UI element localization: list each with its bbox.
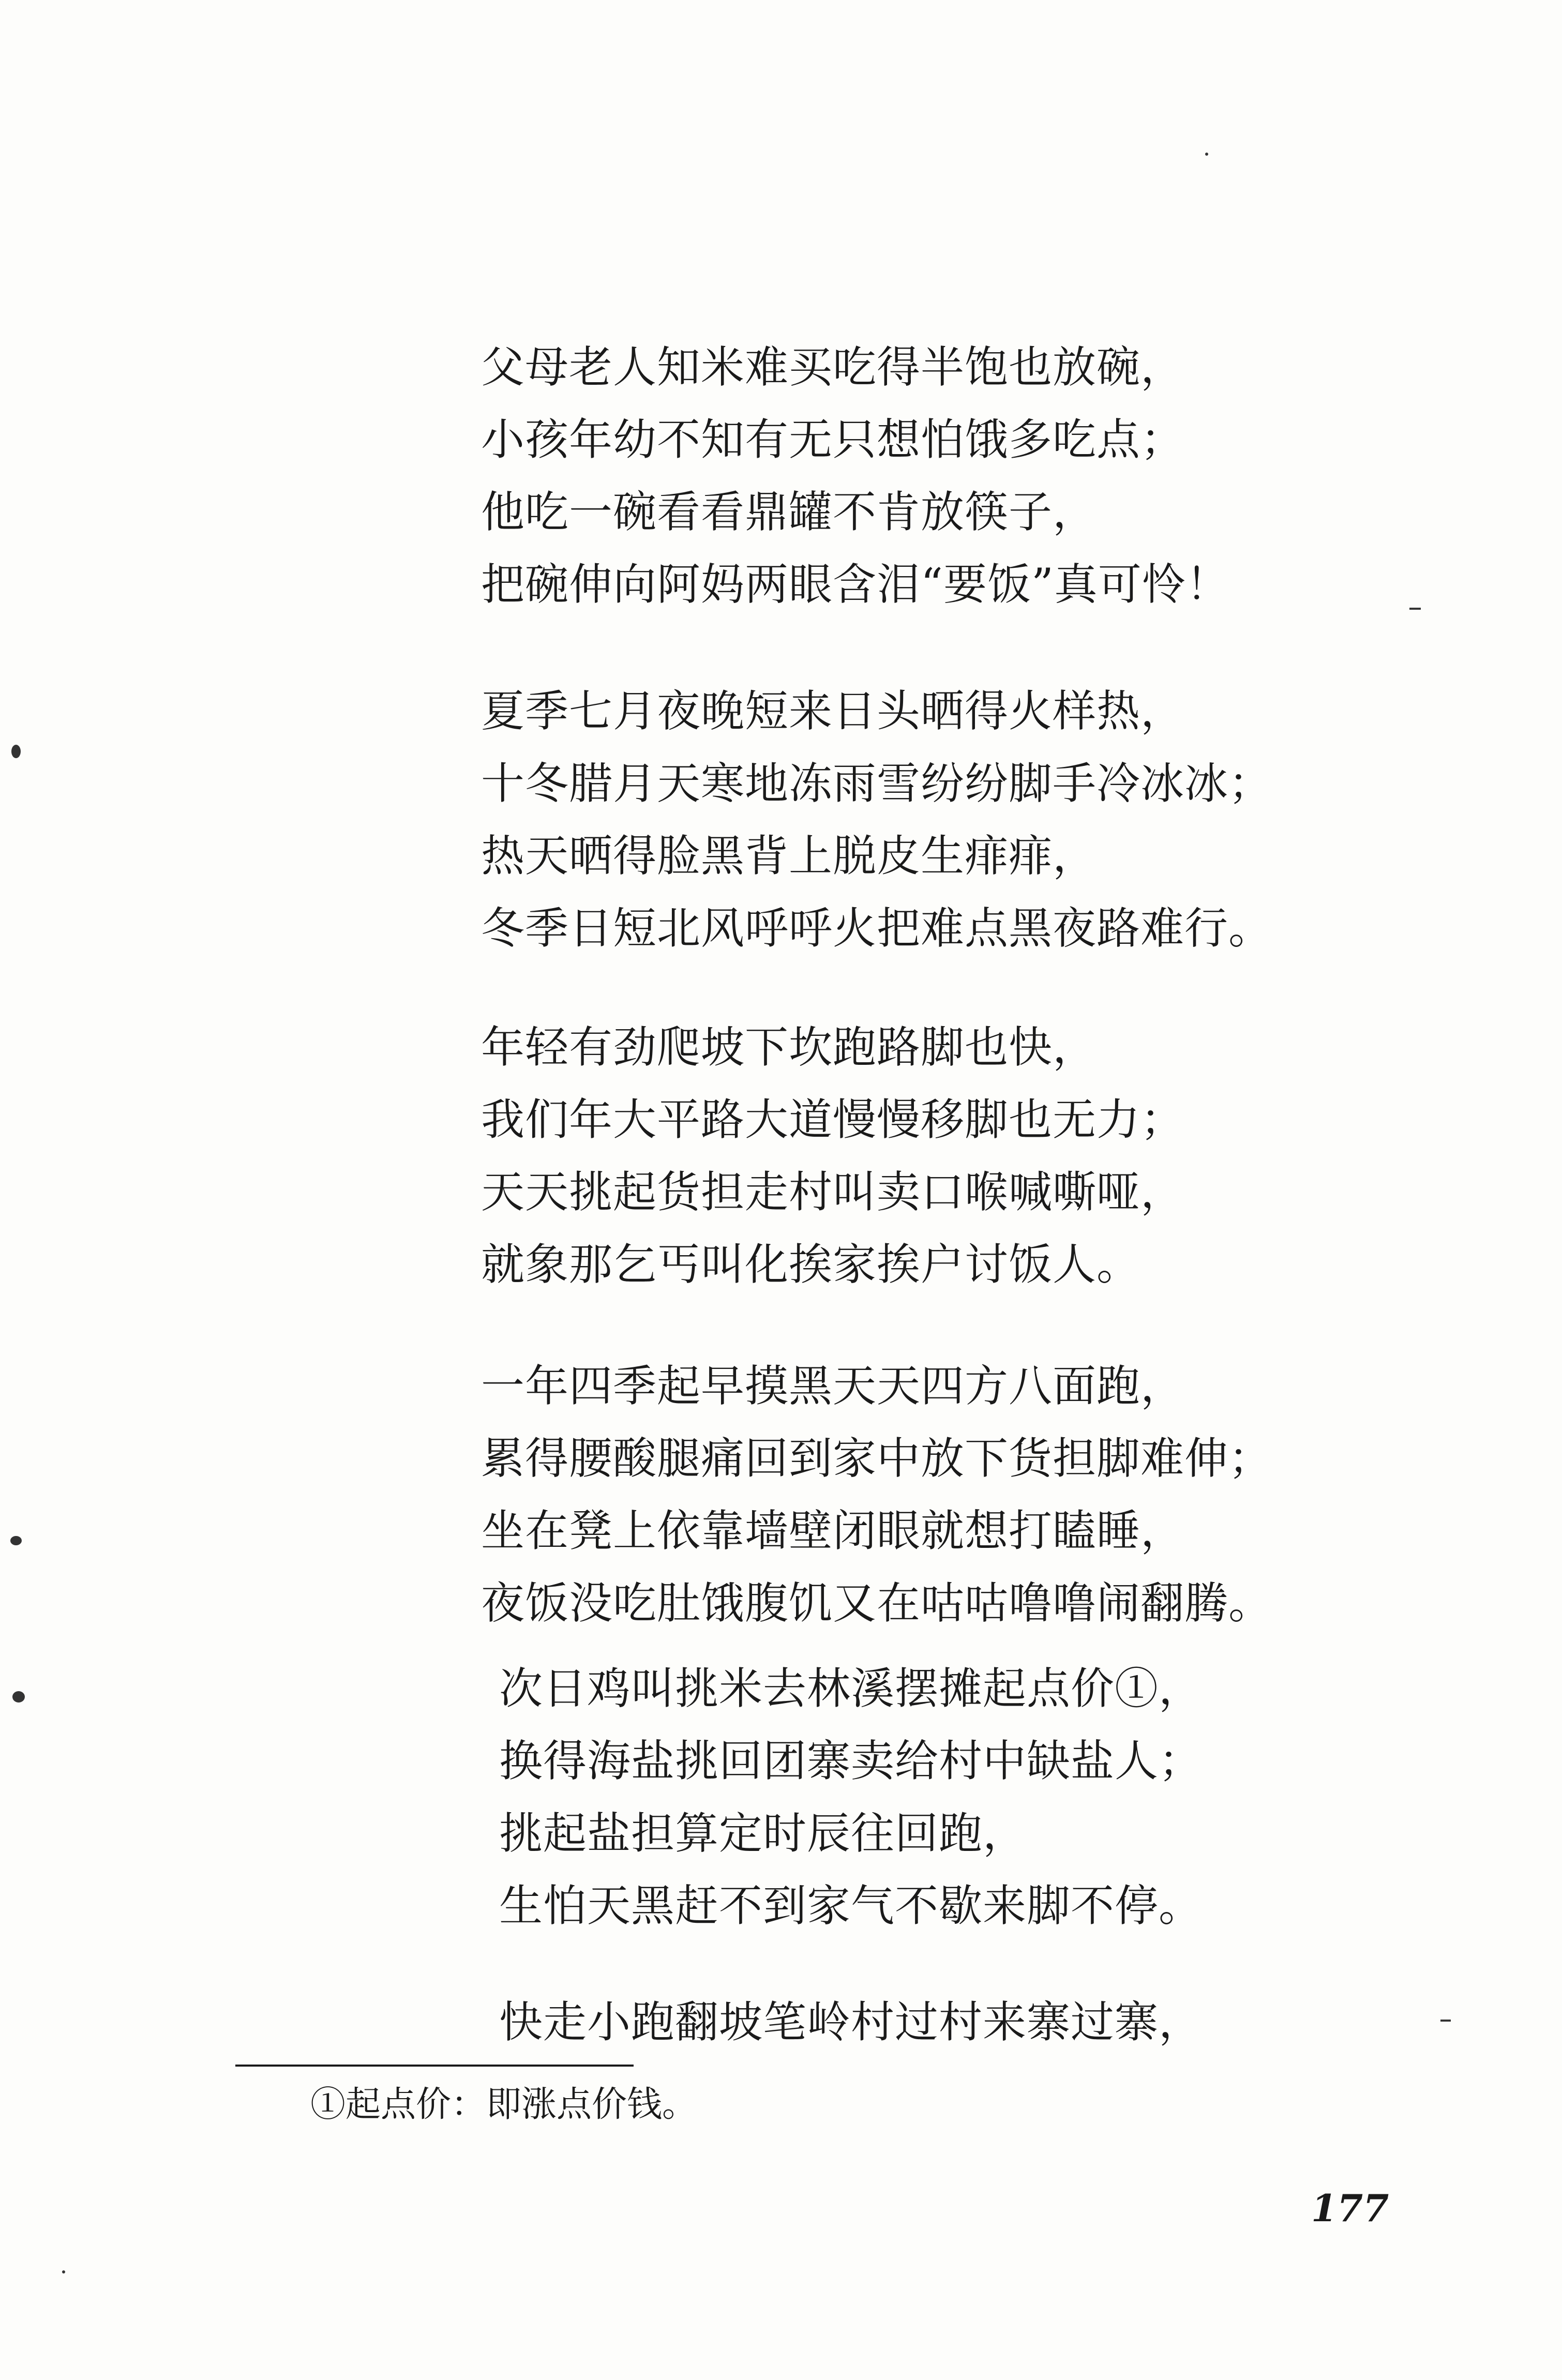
verse-line: 天天挑起货担走村叫卖口喉喊嘶哑， xyxy=(481,1167,1185,1217)
verse-line: 生怕天黑赶不到家气不歇来脚不停。 xyxy=(499,1880,1203,1931)
scan-speck xyxy=(1409,608,1421,610)
page-number: 177 xyxy=(1311,2186,1389,2230)
footnote: ①起点价：即涨点价钱。 xyxy=(310,2084,698,2125)
verse-line: 热天晒得脸黑背上脱皮生痱痱， xyxy=(481,831,1097,881)
scan-speck xyxy=(12,1691,25,1703)
footnote-divider xyxy=(235,2065,634,2067)
verse-line: 夏季七月夜晚短来日头晒得火样热， xyxy=(481,686,1185,736)
stanza xyxy=(481,1011,1360,1301)
verse-line: 快走小跑翻坡笔岭村过村来寨过寨， xyxy=(499,1997,1203,2047)
verse-line: 累得腰酸腿痛回到家中放下货担脚难伸； xyxy=(481,1433,1273,1484)
verse-line: 父母老人知米难买吃得半饱也放碗， xyxy=(481,342,1185,393)
stanza xyxy=(481,1350,1360,1639)
stanza xyxy=(481,331,1360,621)
verse-line: 小孩年幼不知有无只想怕饿多吃点； xyxy=(481,414,1185,465)
verse-line: 我们年大平路大道慢慢移脚也无力； xyxy=(481,1094,1185,1145)
verse-line: 夜饭没吃肚饿腹饥又在咕咕噜噜闹翻腾。 xyxy=(481,1578,1273,1629)
verse-line: 一年四季起早摸黑天天四方八面跑， xyxy=(481,1361,1185,1411)
verse-line: 就象那乞丐叫化挨家挨户讨饭人。 xyxy=(481,1239,1141,1290)
verse-line: 年轻有劲爬坡下坎跑路脚也快， xyxy=(481,1022,1097,1073)
scan-speck xyxy=(62,2270,65,2273)
stanza xyxy=(499,1986,1378,2058)
scan-speck xyxy=(1440,2020,1451,2022)
verse-line: 次日鸡叫挑米去林溪摆摊起点价①， xyxy=(499,1663,1203,1714)
verse-line: 他吃一碗看看鼎罐不肯放筷子， xyxy=(481,487,1097,537)
stanza xyxy=(499,1652,1378,1942)
verse-line: 坐在凳上依靠墙壁闭眼就想打瞌睡， xyxy=(481,1505,1185,1556)
verse-line: 冬季日短北风呼呼火把难点黑夜路难行。 xyxy=(481,903,1273,954)
verse-line: 挑起盐担算定时辰往回跑， xyxy=(499,1808,1027,1859)
scan-speck xyxy=(11,745,21,758)
scan-speck xyxy=(10,1536,22,1545)
verse-line: 把碗伸向阿妈两眼含泪“要饭”真可怜！ xyxy=(481,559,1230,610)
verse-line: 换得海盐挑回团寨卖给村中缺盐人； xyxy=(499,1736,1203,1786)
stanza xyxy=(481,675,1360,965)
verse-line: 十冬腊月天寒地冻雨雪纷纷脚手冷冰冰； xyxy=(481,758,1273,809)
scan-speck xyxy=(1205,153,1208,156)
